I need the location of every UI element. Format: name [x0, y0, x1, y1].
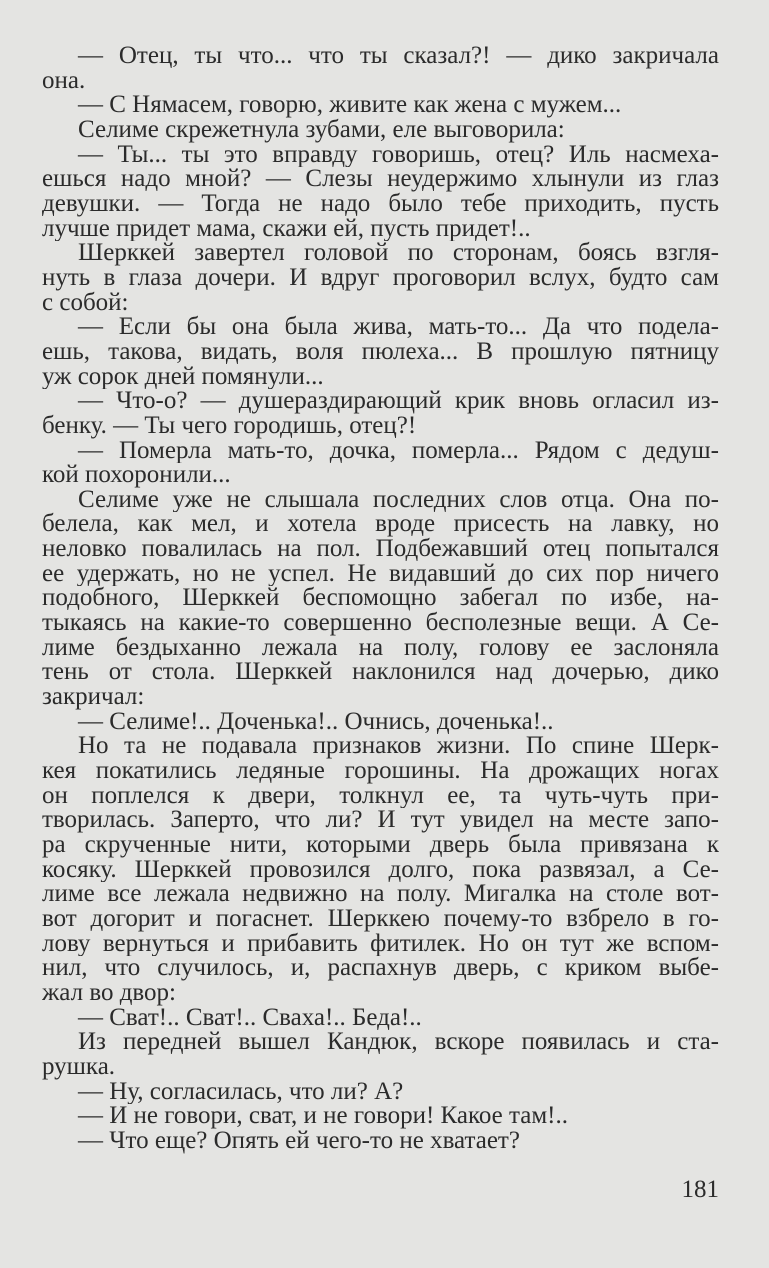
text-line: ешь, такова, видать, воля пюлеха... В прошлую пятницу — [42, 339, 719, 365]
text-line: бенку. — Ты чего городишь, отец?! — [42, 413, 417, 439]
text-line: — Если бы она была жива, мать-то... Да что подела- — [78, 315, 719, 340]
text-line: — Отец, ты что... что ты сказал?! — дико закричала — [78, 44, 719, 69]
text-line: — Ты... ты это вправду говоришь, отец? Иль насмеха- — [78, 142, 719, 168]
text-line: рушка. — [42, 1054, 116, 1080]
text-line: Шерккей завертел головой по сторонам, боясь взгля- — [78, 241, 719, 266]
text-line: лову вернуться и прибавить фитилек. Но он тут же вспом- — [42, 931, 719, 957]
text-line: кея покатились ледяные горошины. На дрожащих ногах — [42, 759, 719, 784]
text-line: уж сорок дней помянули... — [42, 364, 324, 390]
text-line: нуть в глаза дочери. И вдруг проговорил вслух, будто сам — [42, 265, 719, 291]
text-line: лиме все лежала недвижно на полу. Мигалка на столе вот- — [42, 882, 719, 907]
text-line: Но та не подавала признаков жизни. По спине Шерк- — [78, 734, 719, 760]
text-line: — Что-о? — душераздирающий крик вновь огласил из- — [78, 389, 719, 414]
text-line: творилась. Заперто, что ли? И тут увидел на месте запо- — [42, 808, 719, 833]
text-line: — С Нямасем, говорю, живите как жена с мужем... — [78, 93, 622, 118]
text-line: нил, что случилось, и, распахнув дверь, с криком выбе- — [42, 956, 719, 981]
text-line: он поплелся к двери, толкнул ее, та чуть-чуть при- — [42, 783, 719, 809]
text-line: ешься надо мной? — Слезы неудержимо хлынули из глаз — [42, 167, 719, 192]
text-line: Селиме скрежетнула зубами, еле выговорила: — [78, 117, 565, 143]
text-line: жал во двор: — [42, 980, 176, 1006]
text-line: белела, как мел, и хотела вроде присесть на лавку, но — [42, 512, 719, 538]
text-line: — Что еще? Опять ей чего-то не хватает? — [78, 1128, 520, 1154]
text-line: ра скрученные нити, которыми дверь была привязана к — [42, 833, 719, 858]
page-number: 181 — [681, 1176, 719, 1203]
text-line: неловко повалилась на пол. Подбежавший отец попытался — [42, 537, 719, 562]
text-line: кой похоронили... — [42, 463, 231, 488]
text-line: она. — [42, 68, 86, 94]
text-line: девушки. — Тогда не надо было тебе приходить, пусть — [42, 191, 719, 217]
text-line: — Померла мать-то, дочка, померла... Рядом с дедуш- — [78, 438, 719, 464]
text-line: — И не говори, сват, и не говори! Какое там!.. — [78, 1104, 569, 1129]
text-line: вот догорит и погаснет. Шерккею почему-то взбрело в го- — [42, 906, 719, 932]
text-line: — Селиме!.. Доченька!.. Очнись, доченька!.. — [78, 709, 554, 735]
text-line: подобного, Шерккей беспомощно забегал по избе, на- — [42, 586, 719, 612]
text-line: — Ну, согласилась, что ли? А? — [78, 1079, 404, 1105]
text-line: ее удержать, но не успел. Не видавший до сих пор ничего — [42, 561, 719, 587]
book-page-text — [42, 44, 719, 1154]
text-line: Селиме уже не слышала последних слов отца. Она по- — [78, 487, 719, 513]
text-line: тыкаясь на какие-то совершенно бесполезные вещи. А Се- — [42, 611, 719, 636]
text-line: с собой: — [42, 290, 129, 316]
text-line: лиме бездыханно лежала на полу, голову ее заслоняла — [42, 635, 719, 661]
text-line: лучше придет мама, скажи ей, пусть придет!.. — [42, 216, 531, 242]
text-line: — Сват!.. Сват!.. Сваха!.. Беда!.. — [78, 1005, 422, 1031]
text-line: закричал: — [42, 685, 145, 710]
text-line: тень от стола. Шерккей наклонился над дочерью, дико — [42, 660, 719, 686]
text-line: Из передней вышел Кандюк, вскоре появилась и ста- — [78, 1030, 719, 1055]
text-line: косяку. Шерккей провозился долго, пока развязал, а Се- — [42, 857, 719, 883]
